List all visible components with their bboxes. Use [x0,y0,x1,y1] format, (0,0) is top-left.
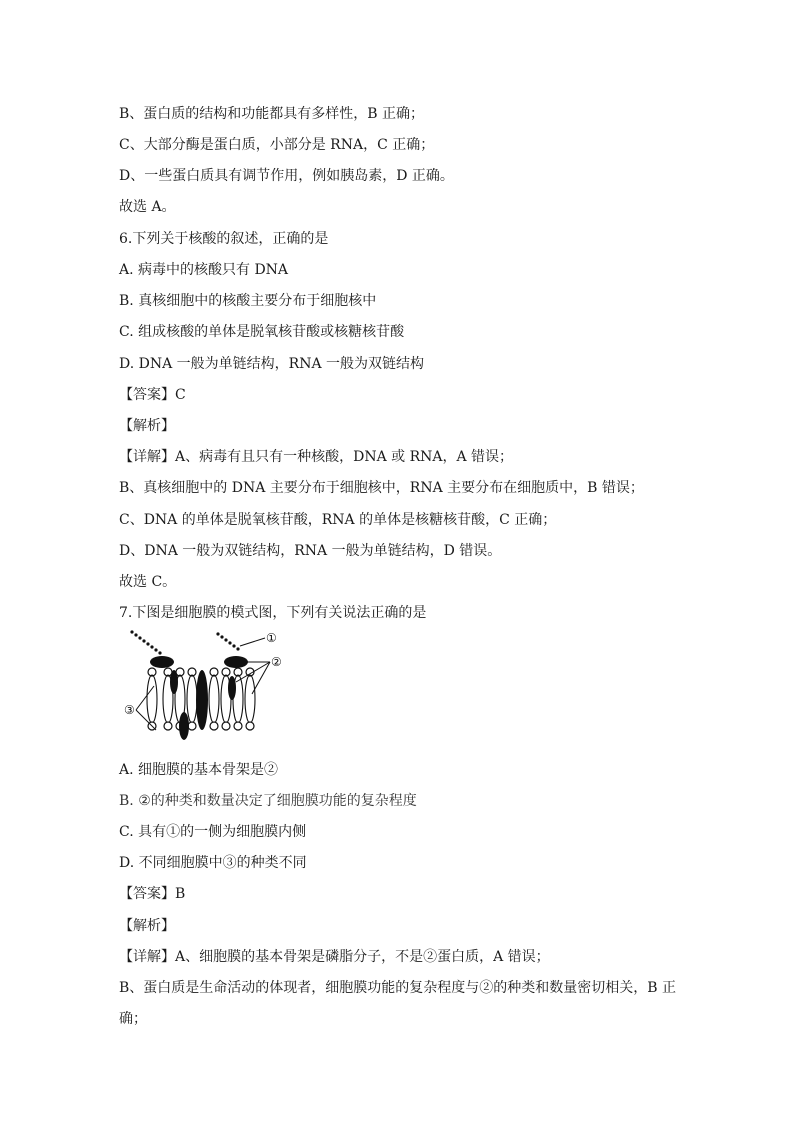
question-6-stem: 6.下列关于核酸的叙述，正确的是 [119,231,329,247]
glycoprotein-chain-right [216,632,239,650]
question-7-detail-b: B、蛋白质是生命活动的体现者，细胞膜功能的复杂程度与②的种类和数量密切相关，B 正 [119,980,677,996]
question-6-detail-c: C、DNA 的单体是脱氧核苷酸，RNA 的单体是核糖核苷酸，C 正确； [119,512,557,528]
question-7-answer: 【答案】B [119,886,186,902]
question-7-detail-a: 【详解】A、细胞膜的基本骨架是磷脂分子，不是②蛋白质，A 错误； [119,949,550,965]
glycoprotein-chain-left [130,630,161,654]
question-6-detail-a: 【详解】A、病毒有且只有一种核酸，DNA 或 RNA，A 错误； [119,449,514,465]
label-1: ① [266,631,277,645]
text-line-3: D、一些蛋白质具有调节作用，例如胰岛素，D 正确。 [119,168,454,184]
question-6-option-d: D. DNA 一般为单链结构，RNA 一般为双链结构 [119,356,425,372]
text-line-1: B、蛋白质的结构和功能都具有多样性，B 正确； [119,106,425,122]
question-6-option-c: C. 组成核酸的单体是脱氧核苷酸或核糖核苷酸 [119,324,405,340]
peripheral-protein-right [224,656,248,668]
label-3: ③ [124,703,135,717]
question-7-option-b: B. ②的种类和数量决定了细胞膜功能的复杂程度 [119,793,417,809]
question-7-analysis-heading: 【解析】 [119,918,175,934]
question-6-detail-d: D、DNA 一般为双链结构，RNA 一般为单链结构，D 错误。 [119,543,502,559]
embedded-protein-bottom [179,712,189,740]
embedded-protein-left [170,670,178,694]
question-7-option-c: C. 具有①的一侧为细胞膜内侧 [119,824,307,840]
transmembrane-protein-center [196,670,208,730]
question-6-option-b: B. 真核细胞中的核酸主要分布于细胞核中 [119,293,377,309]
question-6-analysis-heading: 【解析】 [119,418,175,434]
cell-membrane-diagram [122,626,292,746]
question-6-detail-b: B、真核细胞中的 DNA 主要分布于细胞核中，RNA 主要分布在细胞质中，B 错误； [119,480,644,496]
question-6-option-a: A. 病毒中的核酸只有 DNA [119,262,289,278]
question-6-conclusion: 故选 C。 [119,574,177,590]
question-6-answer: 【答案】C [119,387,186,403]
question-7-option-a: A. 细胞膜的基本骨架是② [119,762,279,778]
embedded-protein-right [228,676,236,700]
question-7-option-d: D. 不同细胞膜中③的种类不同 [119,855,307,871]
text-line-2: C、大部分酶是蛋白质，小部分是 RNA，C 正确； [119,137,435,153]
question-7-detail-b-continued: 确； [119,1011,147,1027]
label-2: ② [271,655,282,669]
text-line-4: 故选 A。 [119,199,176,215]
question-7-stem: 7.下图是细胞膜的模式图，下列有关说法正确的是 [119,605,427,621]
peripheral-protein-left [150,656,174,668]
